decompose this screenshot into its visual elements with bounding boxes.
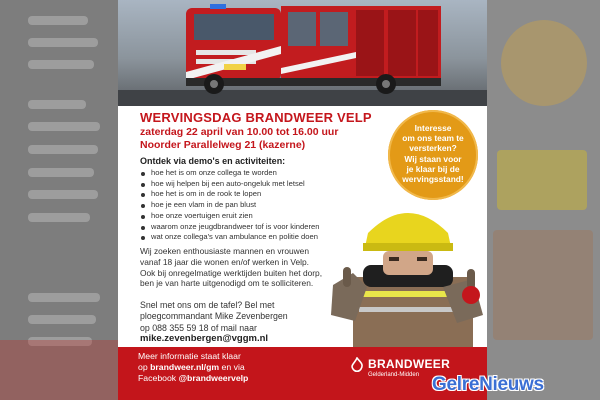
facebook-link[interactable]: @brandweervelp [178,373,249,383]
blurred-background-right [487,0,600,400]
contact-line: Snel met ons om de tafel? Bel met [140,300,275,310]
blurred-helmet [497,150,587,210]
badge-line: Interesse [414,123,452,133]
blurred-text-line [28,293,100,302]
badge-line: wervingsstand! [402,174,464,185]
badge-line: om ons team te [402,133,464,144]
footer-prefix: op [138,362,151,372]
list-item: hoe het is om in de rook te lopen [140,189,319,200]
list-item: waarom onze jeugdbrandweer tof is voor kinderen [140,222,319,233]
list-item: hoe onze voertuigen eruit zien [140,211,319,222]
contact-line: ploegcommandant Mike Zevenbergen [140,311,288,322]
list-item: hoe je een vlam in de pan blust [140,200,319,211]
site-watermark: GelreNieuws [432,374,544,395]
blurred-text-line [28,213,90,222]
blurred-footer [0,340,118,400]
contact-line: op 088 355 59 18 of mail naar [140,322,257,333]
paragraph-line: Ook bij onregelmatige werktijden buiten het dorp, [140,267,323,278]
blurred-badge [501,20,587,106]
blurred-text-line [28,168,94,177]
contact-email: mike.zevenbergen@vggm.nl [140,333,269,344]
badge-line: Wij staan voor [404,153,462,164]
flame-logo-icon [348,357,366,373]
poster-title: WERVINGSDAG BRANDWEER VELP [140,110,372,125]
activities-list [140,168,319,243]
list-item: hoe wij helpen bij een auto-ongeluk met letsel [140,179,319,190]
fire-truck-image [186,2,446,94]
badge-line: versterken? [409,143,457,154]
footer-suffix: en via [219,362,245,372]
blurred-text-line [28,100,86,109]
activities-heading: Ontdek via demo's en activiteiten: [140,156,286,166]
brand-logo-text: BRANDWEER [368,357,451,371]
blurred-text-line [28,60,94,69]
blurred-text-line [28,145,98,154]
list-item: hoe het is om onze collega te worden [140,168,319,179]
footer-line-2 [138,362,248,373]
firefighter-image [323,195,487,350]
blurred-text-line [28,190,98,199]
interest-badge [388,110,478,200]
footer-info [138,351,248,384]
list-item: wat onze collega's van ambulance en politie doen [140,232,319,243]
blurred-text-line [28,315,96,324]
footer-prefix: Facebook [138,373,179,383]
blurred-text-line [28,16,88,25]
paragraph-line: Wij zoeken enthousiaste mannen en vrouwen [140,246,309,256]
paragraph-line: vanaf 18 jaar die wonen en/of werken in Velp. [140,256,310,267]
paragraph-line: ben je van harte uitgenodigd om te solliciteren. [140,278,314,289]
event-date: zaterdag 22 april van 10.00 tot 16.00 uur [140,126,339,138]
recruitment-poster [118,0,487,400]
brand-region: Gelderland-Midden [368,372,420,378]
blurred-text-line [28,122,100,131]
blurred-text-line [28,38,98,47]
event-address: Noorder Parallelweg 21 (kazerne) [140,139,306,151]
website-link[interactable]: brandweer.nl/gm [150,362,220,372]
fire-truck-photo [118,0,487,106]
badge-line: je klaar bij de [406,163,460,174]
blurred-background-left [0,0,118,400]
footer-line-1: Meer informatie staat klaar [138,351,241,361]
blurred-figure [493,230,593,340]
footer-line-3 [138,373,248,384]
